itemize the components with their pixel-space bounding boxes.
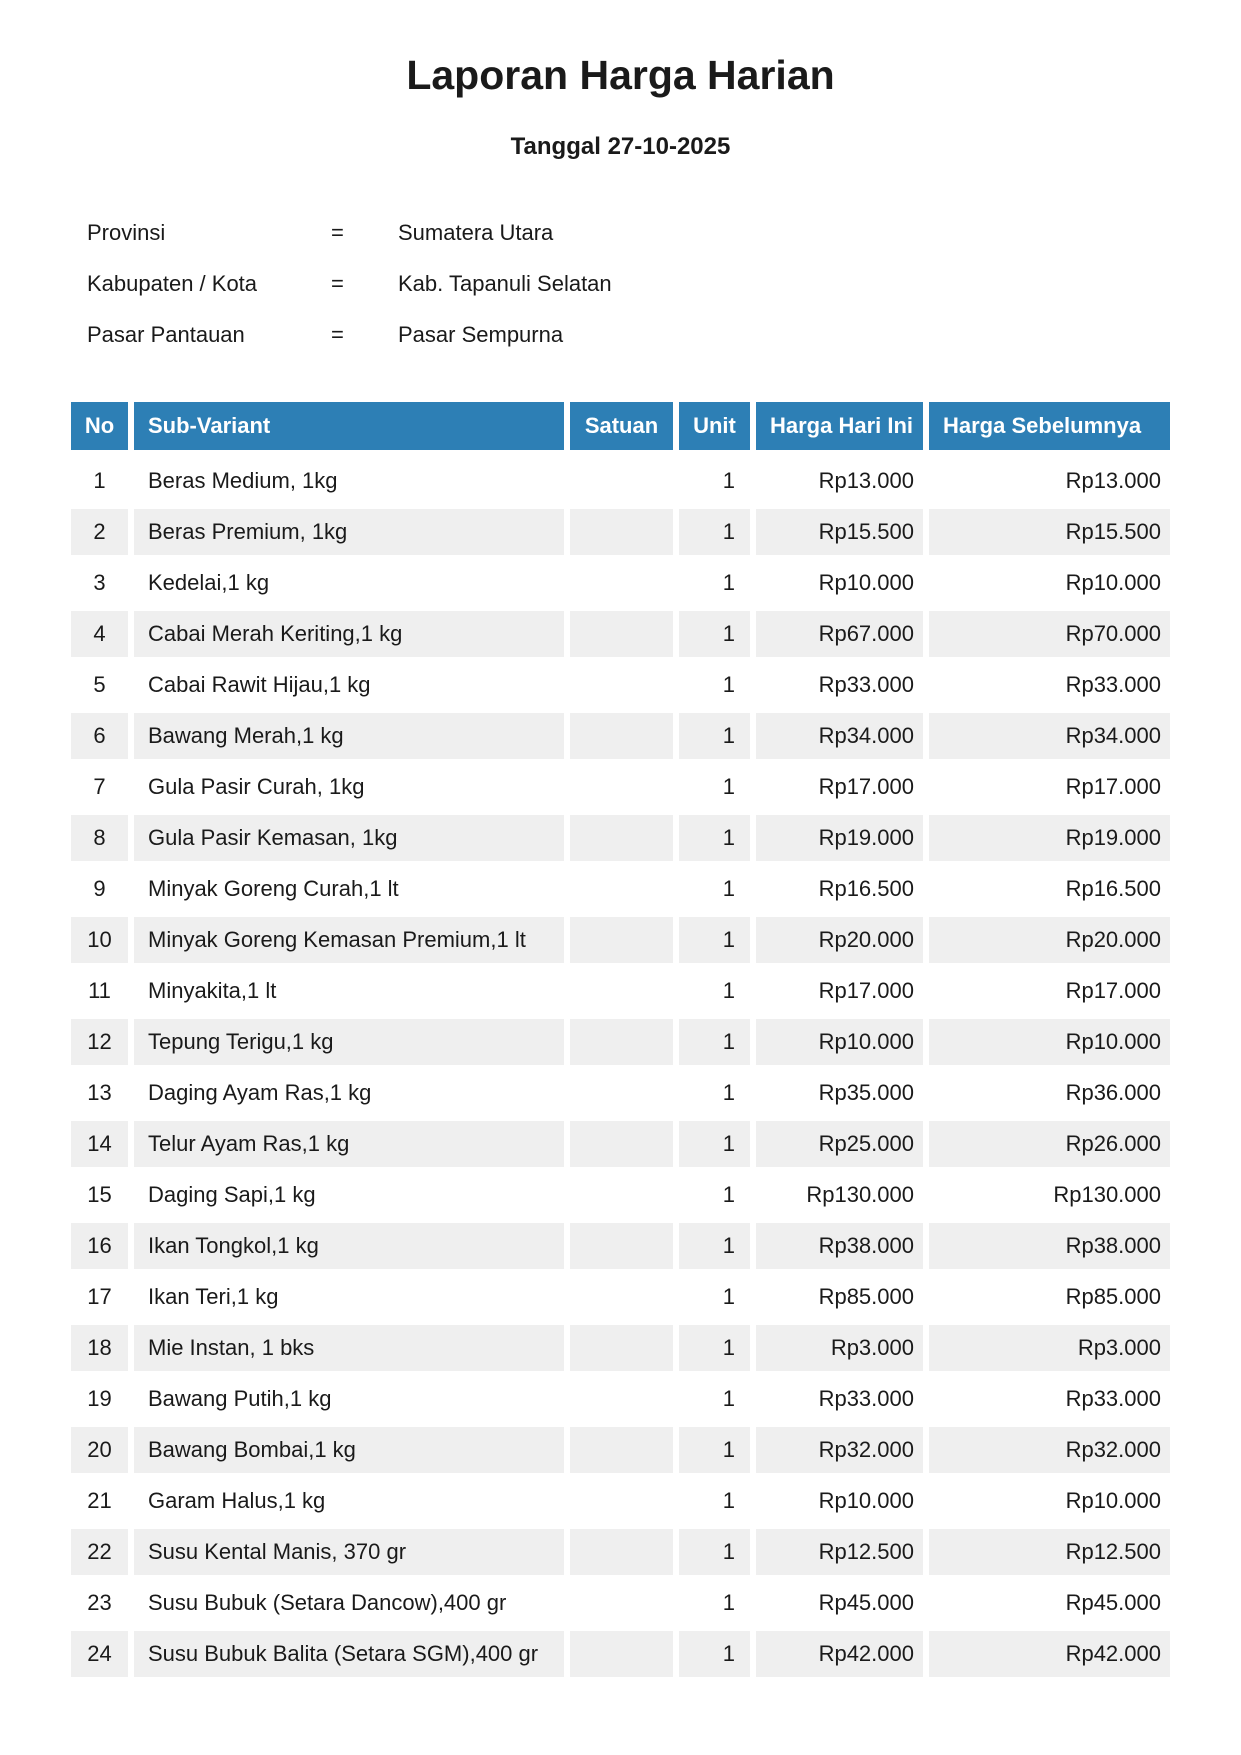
- cell-harga-hari-ini: Rp42.000: [756, 1631, 929, 1682]
- table-row: [71, 713, 1170, 764]
- cell-no: 19: [71, 1376, 134, 1427]
- cell-no: 14: [71, 1121, 134, 1172]
- table-row: [71, 1478, 1170, 1529]
- cell-harga-hari-ini: Rp17.000: [756, 764, 929, 815]
- cell-no: 9: [71, 866, 134, 917]
- table-row: [71, 458, 1170, 509]
- cell-no: 18: [71, 1325, 134, 1376]
- table-row: [71, 764, 1170, 815]
- cell-sub-variant: Daging Sapi,1 kg: [134, 1172, 570, 1223]
- cell-satuan: [570, 1427, 679, 1478]
- cell-unit: 1: [679, 968, 756, 1019]
- cell-harga-sebelumnya: Rp26.000: [929, 1121, 1170, 1172]
- cell-sub-variant: Susu Bubuk Balita (Setara SGM),400 gr: [134, 1631, 570, 1682]
- cell-satuan: [570, 1631, 679, 1682]
- cell-harga-hari-ini: Rp15.500: [756, 509, 929, 560]
- cell-harga-hari-ini: Rp35.000: [756, 1070, 929, 1121]
- table-row: [71, 968, 1170, 1019]
- cell-unit: 1: [679, 1223, 756, 1274]
- cell-satuan: [570, 458, 679, 509]
- cell-harga-sebelumnya: Rp130.000: [929, 1172, 1170, 1223]
- cell-no: 3: [71, 560, 134, 611]
- cell-satuan: [570, 509, 679, 560]
- cell-sub-variant: Minyak Goreng Kemasan Premium,1 lt: [134, 917, 570, 968]
- cell-sub-variant: Garam Halus,1 kg: [134, 1478, 570, 1529]
- cell-unit: 1: [679, 1376, 756, 1427]
- cell-unit: 1: [679, 560, 756, 611]
- cell-harga-sebelumnya: Rp42.000: [929, 1631, 1170, 1682]
- table-row: [71, 1121, 1170, 1172]
- cell-unit: 1: [679, 662, 756, 713]
- cell-unit: 1: [679, 458, 756, 509]
- cell-sub-variant: Minyak Goreng Curah,1 lt: [134, 866, 570, 917]
- cell-unit: 1: [679, 866, 756, 917]
- cell-harga-sebelumnya: Rp32.000: [929, 1427, 1170, 1478]
- cell-unit: 1: [679, 611, 756, 662]
- cell-satuan: [570, 611, 679, 662]
- cell-unit: 1: [679, 815, 756, 866]
- cell-harga-hari-ini: Rp13.000: [756, 458, 929, 509]
- cell-unit: 1: [679, 1172, 756, 1223]
- cell-satuan: [570, 1274, 679, 1325]
- cell-harga-hari-ini: Rp10.000: [756, 560, 929, 611]
- table-body: [71, 458, 1170, 1682]
- cell-harga-sebelumnya: Rp20.000: [929, 917, 1170, 968]
- cell-harga-hari-ini: Rp33.000: [756, 662, 929, 713]
- cell-satuan: [570, 917, 679, 968]
- table-row: [71, 1427, 1170, 1478]
- cell-harga-sebelumnya: Rp45.000: [929, 1580, 1170, 1631]
- cell-sub-variant: Kedelai,1 kg: [134, 560, 570, 611]
- cell-sub-variant: Ikan Teri,1 kg: [134, 1274, 570, 1325]
- cell-no: 13: [71, 1070, 134, 1121]
- cell-unit: 1: [679, 713, 756, 764]
- cell-no: 17: [71, 1274, 134, 1325]
- table-row: [71, 1631, 1170, 1682]
- cell-unit: 1: [679, 1019, 756, 1070]
- cell-satuan: [570, 1019, 679, 1070]
- cell-harga-sebelumnya: Rp34.000: [929, 713, 1170, 764]
- table-header: [71, 402, 1170, 458]
- cell-no: 8: [71, 815, 134, 866]
- cell-satuan: [570, 1325, 679, 1376]
- cell-sub-variant: Beras Medium, 1kg: [134, 458, 570, 509]
- cell-sub-variant: Beras Premium, 1kg: [134, 509, 570, 560]
- cell-sub-variant: Minyakita,1 lt: [134, 968, 570, 1019]
- table-row: [71, 1274, 1170, 1325]
- cell-satuan: [570, 1172, 679, 1223]
- table-row: [71, 1529, 1170, 1580]
- cell-harga-hari-ini: Rp16.500: [756, 866, 929, 917]
- cell-no: 6: [71, 713, 134, 764]
- table-row: [71, 1223, 1170, 1274]
- cell-satuan: [570, 1580, 679, 1631]
- column-header-unit: Unit: [679, 402, 756, 458]
- cell-satuan: [570, 1121, 679, 1172]
- cell-harga-sebelumnya: Rp16.500: [929, 866, 1170, 917]
- cell-no: 7: [71, 764, 134, 815]
- cell-satuan: [570, 662, 679, 713]
- cell-sub-variant: Daging Ayam Ras,1 kg: [134, 1070, 570, 1121]
- cell-harga-sebelumnya: Rp70.000: [929, 611, 1170, 662]
- cell-sub-variant: Gula Pasir Kemasan, 1kg: [134, 815, 570, 866]
- cell-no: 20: [71, 1427, 134, 1478]
- cell-sub-variant: Ikan Tongkol,1 kg: [134, 1223, 570, 1274]
- cell-harga-hari-ini: Rp20.000: [756, 917, 929, 968]
- cell-harga-hari-ini: Rp3.000: [756, 1325, 929, 1376]
- cell-sub-variant: Susu Kental Manis, 370 gr: [134, 1529, 570, 1580]
- cell-unit: 1: [679, 1631, 756, 1682]
- cell-unit: 1: [679, 1325, 756, 1376]
- table-row: [71, 815, 1170, 866]
- cell-no: 5: [71, 662, 134, 713]
- cell-harga-hari-ini: Rp34.000: [756, 713, 929, 764]
- cell-harga-hari-ini: Rp12.500: [756, 1529, 929, 1580]
- cell-sub-variant: Mie Instan, 1 bks: [134, 1325, 570, 1376]
- cell-unit: 1: [679, 509, 756, 560]
- cell-sub-variant: Cabai Rawit Hijau,1 kg: [134, 662, 570, 713]
- cell-harga-sebelumnya: Rp3.000: [929, 1325, 1170, 1376]
- cell-satuan: [570, 968, 679, 1019]
- table-row: [71, 611, 1170, 662]
- table-row: [71, 509, 1170, 560]
- cell-no: 4: [71, 611, 134, 662]
- cell-harga-hari-ini: Rp17.000: [756, 968, 929, 1019]
- cell-satuan: [570, 1376, 679, 1427]
- cell-no: 23: [71, 1580, 134, 1631]
- cell-harga-hari-ini: Rp130.000: [756, 1172, 929, 1223]
- equals-sign: =: [331, 270, 344, 296]
- cell-sub-variant: Tepung Terigu,1 kg: [134, 1019, 570, 1070]
- meta-label-pasar: Pasar Pantauan: [87, 321, 245, 347]
- cell-harga-sebelumnya: Rp10.000: [929, 560, 1170, 611]
- page-title: Laporan Harga Harian: [406, 52, 835, 98]
- cell-harga-sebelumnya: Rp17.000: [929, 968, 1170, 1019]
- cell-no: 22: [71, 1529, 134, 1580]
- cell-no: 21: [71, 1478, 134, 1529]
- meta-row-provinsi: [87, 207, 612, 258]
- column-header-sub-variant: Sub-Variant: [134, 402, 570, 458]
- cell-unit: 1: [679, 1529, 756, 1580]
- cell-harga-sebelumnya: Rp10.000: [929, 1478, 1170, 1529]
- column-header-harga-hari-ini: Harga Hari Ini: [756, 402, 929, 458]
- cell-harga-sebelumnya: Rp19.000: [929, 815, 1170, 866]
- cell-no: 2: [71, 509, 134, 560]
- cell-harga-hari-ini: Rp10.000: [756, 1478, 929, 1529]
- cell-unit: 1: [679, 1478, 756, 1529]
- table-header-row: [71, 402, 1170, 458]
- cell-unit: 1: [679, 1121, 756, 1172]
- meta-value-provinsi: Sumatera Utara: [398, 219, 554, 245]
- cell-harga-sebelumnya: Rp38.000: [929, 1223, 1170, 1274]
- cell-harga-sebelumnya: Rp33.000: [929, 662, 1170, 713]
- table-row: [71, 1172, 1170, 1223]
- cell-harga-hari-ini: Rp38.000: [756, 1223, 929, 1274]
- table-row: [71, 866, 1170, 917]
- meta-label-provinsi: Provinsi: [87, 219, 166, 245]
- cell-sub-variant: Cabai Merah Keriting,1 kg: [134, 611, 570, 662]
- cell-unit: 1: [679, 764, 756, 815]
- table-row: [71, 1376, 1170, 1427]
- meta-label-kabupaten: Kabupaten / Kota: [87, 270, 258, 296]
- cell-satuan: [570, 1529, 679, 1580]
- meta-value-pasar: Pasar Sempurna: [398, 321, 564, 347]
- cell-unit: 1: [679, 1274, 756, 1325]
- cell-harga-hari-ini: Rp25.000: [756, 1121, 929, 1172]
- cell-sub-variant: Bawang Merah,1 kg: [134, 713, 570, 764]
- price-table: [71, 402, 1170, 1682]
- column-header-harga-sebelumnya: Harga Sebelumnya: [929, 402, 1170, 458]
- cell-harga-sebelumnya: Rp13.000: [929, 458, 1170, 509]
- report-date: Tanggal 27-10-2025: [510, 133, 731, 160]
- table-row: [71, 560, 1170, 611]
- table-row: [71, 1070, 1170, 1121]
- cell-harga-hari-ini: Rp45.000: [756, 1580, 929, 1631]
- table-row: [71, 1019, 1170, 1070]
- equals-sign: =: [331, 219, 344, 245]
- cell-satuan: [570, 866, 679, 917]
- meta-row-pasar: [87, 309, 612, 360]
- cell-no: 16: [71, 1223, 134, 1274]
- cell-harga-sebelumnya: Rp36.000: [929, 1070, 1170, 1121]
- cell-satuan: [570, 1070, 679, 1121]
- table-row: [71, 1580, 1170, 1631]
- cell-harga-sebelumnya: Rp85.000: [929, 1274, 1170, 1325]
- cell-no: 15: [71, 1172, 134, 1223]
- cell-harga-sebelumnya: Rp10.000: [929, 1019, 1170, 1070]
- cell-harga-hari-ini: Rp67.000: [756, 611, 929, 662]
- cell-unit: 1: [679, 1427, 756, 1478]
- cell-unit: 1: [679, 1070, 756, 1121]
- cell-harga-hari-ini: Rp33.000: [756, 1376, 929, 1427]
- cell-no: 24: [71, 1631, 134, 1682]
- equals-sign: =: [331, 321, 344, 347]
- cell-sub-variant: Susu Bubuk (Setara Dancow),400 gr: [134, 1580, 570, 1631]
- cell-satuan: [570, 764, 679, 815]
- table-row: [71, 1325, 1170, 1376]
- cell-satuan: [570, 815, 679, 866]
- cell-harga-hari-ini: Rp85.000: [756, 1274, 929, 1325]
- cell-sub-variant: Gula Pasir Curah, 1kg: [134, 764, 570, 815]
- cell-satuan: [570, 560, 679, 611]
- cell-satuan: [570, 1478, 679, 1529]
- cell-sub-variant: Bawang Putih,1 kg: [134, 1376, 570, 1427]
- cell-harga-sebelumnya: Rp17.000: [929, 764, 1170, 815]
- cell-sub-variant: Telur Ayam Ras,1 kg: [134, 1121, 570, 1172]
- cell-harga-sebelumnya: Rp33.000: [929, 1376, 1170, 1427]
- cell-no: 12: [71, 1019, 134, 1070]
- cell-harga-hari-ini: Rp32.000: [756, 1427, 929, 1478]
- cell-unit: 1: [679, 1580, 756, 1631]
- cell-no: 10: [71, 917, 134, 968]
- cell-harga-hari-ini: Rp19.000: [756, 815, 929, 866]
- column-header-no: No: [71, 402, 134, 458]
- cell-harga-hari-ini: Rp10.000: [756, 1019, 929, 1070]
- cell-no: 1: [71, 458, 134, 509]
- cell-sub-variant: Bawang Bombai,1 kg: [134, 1427, 570, 1478]
- cell-satuan: [570, 1223, 679, 1274]
- cell-unit: 1: [679, 917, 756, 968]
- table-row: [71, 917, 1170, 968]
- meta-value-kabupaten: Kab. Tapanuli Selatan: [398, 270, 612, 296]
- cell-harga-sebelumnya: Rp12.500: [929, 1529, 1170, 1580]
- cell-harga-sebelumnya: Rp15.500: [929, 509, 1170, 560]
- cell-satuan: [570, 713, 679, 764]
- report-meta: [87, 207, 612, 360]
- table-row: [71, 662, 1170, 713]
- meta-row-kabupaten: [87, 258, 612, 309]
- column-header-satuan: Satuan: [570, 402, 679, 458]
- cell-no: 11: [71, 968, 134, 1019]
